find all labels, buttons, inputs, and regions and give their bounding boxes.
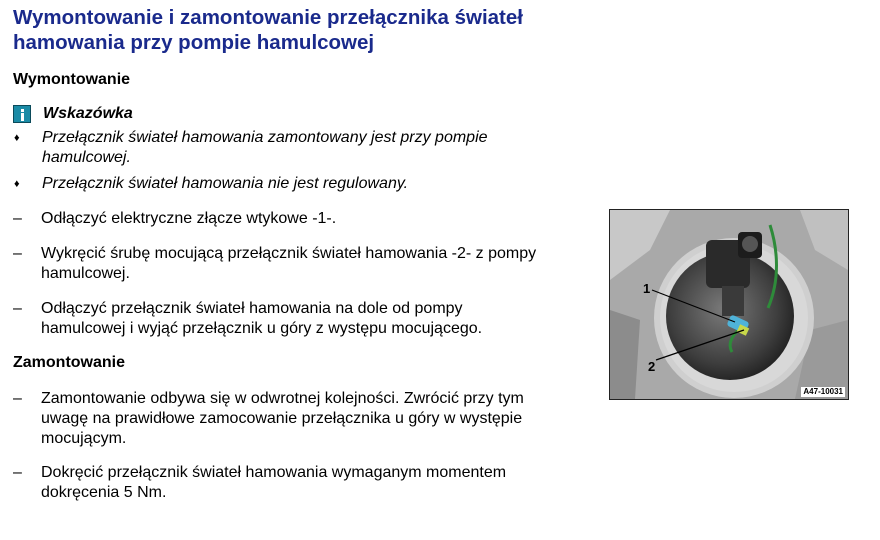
- step-line: hamulcowej i wyjąć przełącznik u góry z występu mocującego.: [41, 320, 483, 337]
- figure-code: A47-10031: [803, 387, 843, 396]
- installation-heading: Zamontowanie: [13, 354, 126, 371]
- callout-1: 1: [643, 281, 651, 296]
- step-line: Zamontowanie odbywa się w odwrotnej kolejności. Zwrócić przy tym: [41, 390, 524, 407]
- bullet-symbol: ♦: [14, 178, 20, 190]
- installation-step: [13, 389, 583, 449]
- step-line: Wykręcić śrubę mocującą przełącznik świateł hamowania -2- z pompy: [41, 245, 537, 262]
- step-dash: –: [13, 245, 22, 262]
- note-label: Wskazówka: [43, 105, 133, 122]
- step-line: mocującym.: [41, 430, 127, 447]
- step-line: dokręcenia 5 Nm.: [41, 484, 167, 501]
- step-dash: –: [13, 210, 22, 227]
- step-dash: –: [13, 390, 22, 407]
- removal-step: [13, 244, 583, 284]
- note-bullet-line: Przełącznik świateł hamowania zamontowany jest przy pompie: [42, 129, 488, 146]
- brake-pump-figure: [609, 209, 849, 400]
- step-line: Odłączyć elektryczne złącze wtykowe -1-.: [41, 210, 337, 227]
- step-line: uwagę na prawidłowe zamocowanie przełącznika u góry w występie: [41, 410, 523, 427]
- info-icon: [13, 105, 31, 123]
- callout-2: 2: [648, 359, 656, 374]
- note-bullet-line: Przełącznik świateł hamowania nie jest regulowany.: [42, 175, 409, 192]
- step-dash: –: [13, 300, 22, 317]
- page-title-line-1: Wymontowanie i zamontowanie przełącznika świateł: [13, 6, 523, 29]
- page-title: [13, 5, 613, 55]
- removal-step: [13, 209, 583, 229]
- page-title-line-2: hamowania przy pompie hamulcowej: [13, 31, 375, 54]
- step-dash: –: [13, 464, 22, 481]
- brake-pump-photo: [610, 210, 848, 399]
- removal-heading: Wymontowanie: [13, 71, 131, 88]
- note-header: [13, 104, 133, 124]
- step-line: Dokręcić przełącznik świateł hamowania wymaganym momentem: [41, 464, 507, 481]
- note-bullet: [13, 128, 583, 168]
- note-bullet: [13, 174, 583, 194]
- step-line: hamulcowej.: [41, 265, 130, 282]
- removal-step: [13, 299, 583, 339]
- bullet-symbol: ♦: [14, 132, 20, 144]
- step-line: Odłączyć przełącznik świateł hamowania na dole od pompy: [41, 300, 463, 317]
- note-bullet-line: hamulcowej.: [42, 149, 131, 166]
- installation-step: [13, 463, 583, 503]
